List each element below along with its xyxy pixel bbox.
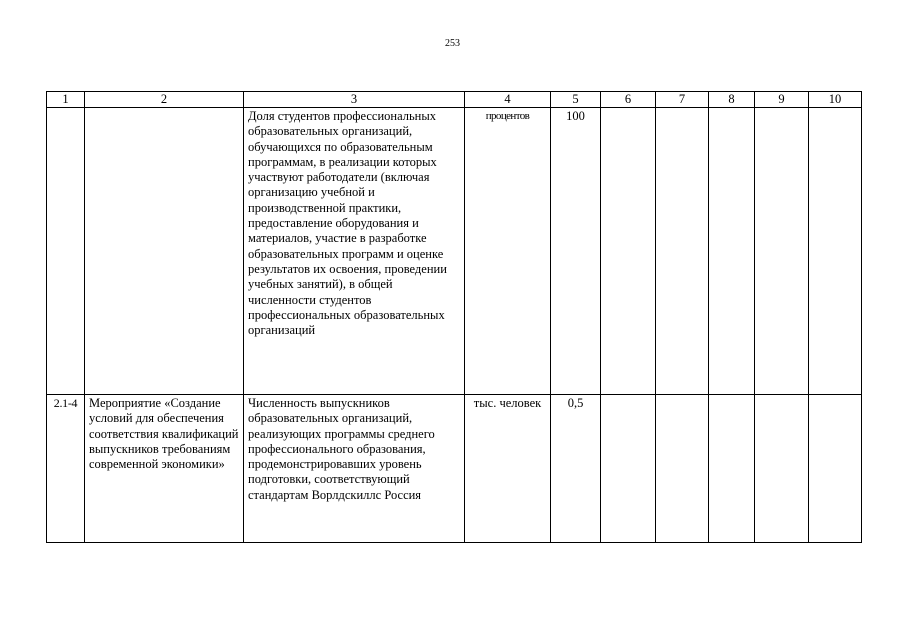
header-col-2: 2 xyxy=(85,92,244,108)
header-col-4: 4 xyxy=(465,92,551,108)
event-cell xyxy=(85,108,244,395)
row-number-cell: 2.1-4 xyxy=(47,395,85,543)
col-8-cell xyxy=(709,108,755,395)
col-9-cell xyxy=(755,108,809,395)
col-7-cell xyxy=(656,395,709,543)
col-6-cell xyxy=(601,395,656,543)
col-6-cell xyxy=(601,108,656,395)
value-cell: 0,5 xyxy=(551,395,601,543)
table-header-row xyxy=(47,92,862,108)
header-col-5: 5 xyxy=(551,92,601,108)
col-8-cell xyxy=(709,395,755,543)
table-row xyxy=(47,395,862,543)
col-7-cell xyxy=(656,108,709,395)
table-row xyxy=(47,108,862,395)
col-10-cell xyxy=(809,108,862,395)
header-col-7: 7 xyxy=(656,92,709,108)
unit-cell: тыс. человек xyxy=(465,395,551,543)
header-col-6: 6 xyxy=(601,92,656,108)
header-col-8: 8 xyxy=(709,92,755,108)
unit-cell: процентов xyxy=(465,108,551,395)
page-number: 253 xyxy=(445,38,460,49)
event-cell: Мероприятие «Создание условий для обеспечения соответствия квалификаций выпускников требованиям современной экономики» xyxy=(85,395,244,543)
indicator-cell: Доля студентов профессиональных образовательных организаций, обучающихся по образовательным программам, в реализации которых участвуют работодатели (включая организацию учебной и производственной практики, предоставление оборудования и материалов, участие в разработке образовательных программ и оценке результатов их освоения, проведении учебных занятий), в общей численности студентов профессиональных образовательных организаций xyxy=(244,108,465,395)
header-col-9: 9 xyxy=(755,92,809,108)
col-10-cell xyxy=(809,395,862,543)
header-col-1: 1 xyxy=(47,92,85,108)
indicator-cell: Численность выпускников образовательных организаций, реализующих программы среднего профессионального образования, продемонстрировавших уровень подготовки, соответствующий стандартам Ворлдскиллс Россия xyxy=(244,395,465,543)
value-cell: 100 xyxy=(551,108,601,395)
col-9-cell xyxy=(755,395,809,543)
indicators-table xyxy=(46,91,862,543)
row-number-cell xyxy=(47,108,85,395)
header-col-10: 10 xyxy=(809,92,862,108)
header-col-3: 3 xyxy=(244,92,465,108)
